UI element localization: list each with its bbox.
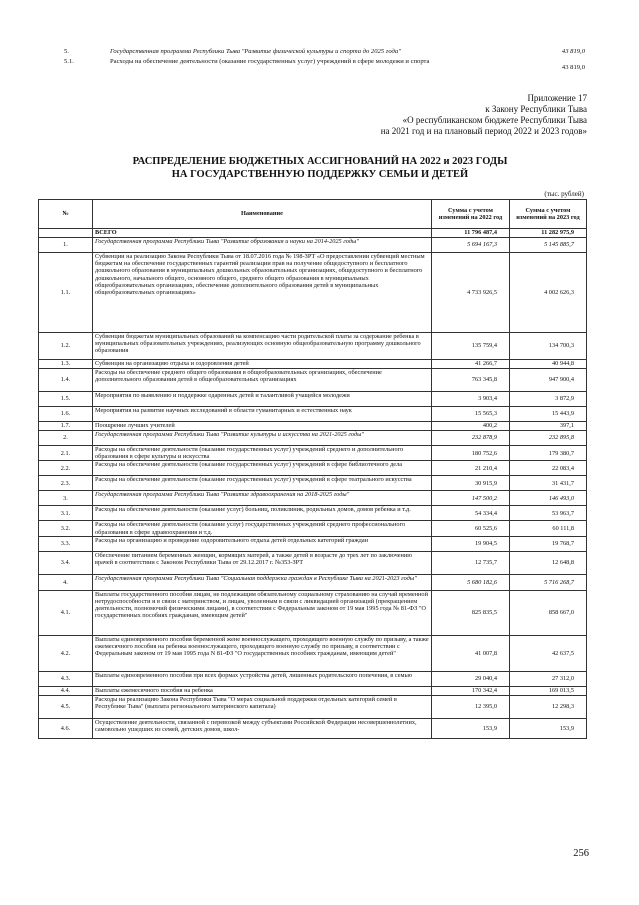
row-number: 1.4. [39, 369, 93, 392]
value-2022: 41 266,7 [432, 360, 510, 369]
page-number: 256 [573, 848, 589, 859]
table-row [39, 590, 587, 635]
row-name: Осуществление деятельности, связанной с перевозкой между субъектами Российской Федерации несовершеннолетних, самовольно ушедших из семей, детских домов, школ- [93, 718, 432, 738]
table-row [39, 521, 587, 536]
row-number: 1.6. [39, 407, 93, 422]
row-number: 4.2. [39, 635, 93, 671]
value-2023: 15 443,9 [510, 407, 587, 422]
value-2023: 53 963,7 [510, 506, 587, 521]
value-2023: 5 716 268,7 [510, 574, 587, 590]
value-2022: 15 565,3 [432, 407, 510, 422]
table-row [39, 574, 587, 590]
value-2022: 54 334,4 [432, 506, 510, 521]
table-row [39, 461, 587, 476]
row-name: Расходы на обеспечение деятельности (оказание услуг) государственных учреждений среднего профессионального образования в сфере здравоохранения и т.д. [93, 521, 432, 536]
value-2022: 3 903,4 [432, 392, 510, 407]
row-number: 4.6. [39, 718, 93, 738]
row-name: Государственная программа Республики Тыва "Социальная поддержка граждан в Республике Тыва на 2021-2023 годы" [93, 574, 432, 590]
row-number: 1. [39, 238, 93, 253]
value-2023: 19 768,7 [510, 536, 587, 551]
value-2023: 27 312,0 [510, 671, 587, 686]
value-2022: 41 007,8 [432, 635, 510, 671]
row-name: Выплаты ежемесячного пособия на ребенка [93, 686, 432, 695]
table-row [39, 671, 587, 686]
table-row [39, 407, 587, 422]
budget-table [38, 199, 587, 739]
row-name: Мероприятия на развитие научных исследований в области гуманитарных и естественных наук [93, 407, 432, 422]
row-name: Поощрение лучших учителей [93, 422, 432, 431]
value-2023: 858 667,0 [510, 590, 587, 635]
table-row [39, 536, 587, 551]
table-row [39, 369, 587, 392]
table-row [39, 422, 587, 431]
table-row [39, 506, 587, 521]
value-2023: 12 298,3 [510, 695, 587, 718]
value-2023: 179 380,7 [510, 446, 587, 461]
row-number: 3.3. [39, 536, 93, 551]
appendix-line: к Закону Республики Тыва [485, 104, 587, 114]
value-2023: 169 013,5 [510, 686, 587, 695]
row-name: Обеспечение питанием беременных женщин, кормящих матерей, а также детей в возрасте до трех лет по заключению врачей в соответствии с Законом Республики Тыва от 29.12.2017 г. №353-ЗРТ [93, 551, 432, 574]
value-2022: 135 759,4 [432, 333, 510, 360]
row-name: Субвенции бюджетам муниципальных образований на компенсацию части родительской платы за содержание ребенка в муниципальных образовательных учреждениях, реализующих основную общеобразовательную программу дошкольного образования [93, 333, 432, 360]
value-2023: 12 648,8 [510, 551, 587, 574]
row-name: Расходы на реализацию Закона Республики Тыва "О мерах социальной поддержки отдельных категорий семей в Республике Тыва" (выплата регионального материнского капитала) [93, 695, 432, 718]
value-2022: 825 835,5 [432, 590, 510, 635]
row-name: ВСЕГО [93, 229, 432, 238]
row-number: 3.1. [39, 506, 93, 521]
title-line: НА ГОСУДАРСТВЕННУЮ ПОДДЕРЖКУ СЕМЬИ И ДЕТЕЙ [171, 169, 469, 180]
value-2022: 153,9 [432, 718, 510, 738]
table-row [39, 476, 587, 491]
value-2023: 31 431,7 [510, 476, 587, 491]
row-name: Выплаты единовременного пособия беременной жене военнослужащего, проходящего военную службу по призыву, а также ежемесячного пособия на ребенка военнослужащего, проходящего военную службу по призыву, в соответствии с Федеральным законом от 19 мая 1995 года N 81-ФЗ "О государственных пособиях гражданам, имеющим детей" [93, 635, 432, 671]
value-2023: 22 083,4 [510, 461, 587, 476]
table-row [39, 491, 587, 506]
row-name: Расходы на обеспечение деятельности (оказание услуг) больниц, поликлиник, родильных домов, домов ребенка и т.д. [93, 506, 432, 521]
row-name: Расходы на обеспечение деятельности (оказание государственных услуг) учреждений в сфере библиотечного дела [93, 461, 432, 476]
table-row [39, 695, 587, 718]
row-number: 1.5. [39, 392, 93, 407]
header-number: № [39, 200, 93, 229]
previous-page-continuation [30, 48, 590, 78]
table-row [39, 360, 587, 369]
row-number: 2. [39, 431, 93, 446]
value-2022: 5 680 182,6 [432, 574, 510, 590]
value-2022: 147 500,2 [432, 491, 510, 506]
value-2022: 30 915,9 [432, 476, 510, 491]
row-name: Расходы на обеспечение деятельности (оказание государственных услуг) учреждений в сфере театрального искусства [93, 476, 432, 491]
value-2022: 21 210,4 [432, 461, 510, 476]
row-number: 1.2. [39, 333, 93, 360]
row-value: 43 819,0 [561, 48, 585, 55]
row-name: Государственная программа Республики Тыва "Развитие физической культуры и спорта до 2025 года" [110, 48, 401, 55]
row-number: 1.1. [39, 253, 93, 333]
row-name: Выплаты единовременного пособия при всех формах устройства детей, лишенных родительского попечения, в семью [93, 671, 432, 686]
table-row [39, 635, 587, 671]
row-name: Расходы на организацию и проведение оздоровительного отдыха детей отдельных категорий граждан [93, 536, 432, 551]
row-number: 1.7. [39, 422, 93, 431]
value-2023: 60 111,8 [510, 521, 587, 536]
table-row [39, 686, 587, 695]
value-2023: 3 872,9 [510, 392, 587, 407]
value-2022: 763 345,8 [432, 369, 510, 392]
table-row [39, 333, 587, 360]
value-2023: 232 895,8 [510, 431, 587, 446]
value-2022: 400,2 [432, 422, 510, 431]
value-2023: 134 700,3 [510, 333, 587, 360]
appendix-line: «О республиканском бюджете Республики Тыва [402, 115, 587, 125]
row-number: 5.1. [64, 58, 74, 65]
value-2022: 11 796 487,4 [432, 229, 510, 238]
row-name: Расходы на обеспечение деятельности (оказание государственных услуг) учреждений в сфере молодежи и спорта [110, 58, 430, 65]
row-number: 4.4. [39, 686, 93, 695]
row-name: Расходы на обеспечение деятельности (оказание государственных услуг) учреждений среднего и дополнительного образования в сфере культуры и искусства [93, 446, 432, 461]
row-name: Государственная программа Республики Тыва "Развитие образования и науки на 2014-2025 годы" [93, 238, 432, 253]
row-name: Субвенции на реализацию Закона Республики Тыва от 18.07.2016 года № 198-ЗРТ «О предоставлении субвенций местным бюджетам на обеспечение государственных гарантий реализации прав на получение общедоступного и бесплатного дошкольного образования в муниципальных дошкольных образовательных организациях, общедоступного и бесплатного дошкольного, начального общего, основного общего, среднего общего образования в муниципальных общеобразовательных организациях, обеспечение дополнительного образования детей в муниципальных общеобразовательных организациях» [93, 253, 432, 333]
value-2023: 146 493,0 [510, 491, 587, 506]
header-2023: Сумма с учетом изменений на 2023 год [510, 200, 587, 229]
appendix-line: Приложение 17 [527, 93, 587, 103]
table-row [39, 718, 587, 738]
value-2022: 232 878,9 [432, 431, 510, 446]
title-line: РАСПРЕДЕЛЕНИЕ БЮДЖЕТНЫХ АССИГНОВАНИЙ НА 2022 и 2023 ГОДЫ [132, 156, 508, 167]
table-body [39, 229, 587, 739]
row-name: Государственная программа Республики Тыва "Развитие культуры и искусства на 2021-2025 годы" [93, 431, 432, 446]
value-2023: 153,9 [510, 718, 587, 738]
row-value: 43 819,0 [561, 64, 585, 71]
value-2023: 947 900,4 [510, 369, 587, 392]
row-name: Субвенция на организацию отдыха и оздоровления детей [93, 360, 432, 369]
table-header-row [39, 200, 587, 229]
value-2023: 40 944,8 [510, 360, 587, 369]
value-2022: 12 395,0 [432, 695, 510, 718]
row-number: 2.1. [39, 446, 93, 461]
value-2022: 180 752,6 [432, 446, 510, 461]
header-name: Наименование [93, 200, 432, 229]
table-row [39, 446, 587, 461]
value-2022: 19 904,5 [432, 536, 510, 551]
value-2023: 397,1 [510, 422, 587, 431]
row-name: Расходы на обеспечение среднего общего образования в общеобразовательных организациях, обеспечение дополнительного образования детей в общеобразовательных организациях [93, 369, 432, 392]
value-2023: 4 002 626,3 [510, 253, 587, 333]
value-2022: 12 735,7 [432, 551, 510, 574]
row-number: 1.3. [39, 360, 93, 369]
row-number: 4.1. [39, 590, 93, 635]
value-2022: 29 040,4 [432, 671, 510, 686]
table-row [39, 253, 587, 333]
table-row [39, 238, 587, 253]
units-note: (тыс. рублей) [544, 190, 584, 198]
table-row [39, 551, 587, 574]
prev-row-program [30, 48, 590, 58]
document-title [60, 155, 580, 181]
row-number: 4.5. [39, 695, 93, 718]
row-number: 3. [39, 491, 93, 506]
value-2023: 11 282 975,9 [510, 229, 587, 238]
row-name: Государственная программа Республики Тыва "Развитие здравоохранения на 2018-2025 годы" [93, 491, 432, 506]
row-number: 4.3. [39, 671, 93, 686]
value-2022: 5 694 167,3 [432, 238, 510, 253]
row-number [39, 229, 93, 238]
row-number: 3.4. [39, 551, 93, 574]
row-number: 2.2. [39, 461, 93, 476]
row-name: Выплаты государственного пособия лицам, не подлежащим обязательному социальному страхованию на случай временной нетрудоспособности и в связи с материнством, и лицам, уволенным в связи с ликвидацией организаций (прекращением деятельности, полномочий физическими лицами), в соответствии с Федеральным законом от 19 мая 1995 года № 81-ФЗ "О государственных пособиях гражданам, имеющим детей" [93, 590, 432, 635]
value-2023: 42 637,5 [510, 635, 587, 671]
appendix-line: на 2021 год и на плановый период 2022 и 2023 годов» [380, 126, 587, 136]
appendix-reference [381, 93, 587, 137]
table-row [39, 392, 587, 407]
table-row [39, 431, 587, 446]
row-name: Мероприятия по выявлению и поддержке одаренных детей и талантливой учащейся молодежи [93, 392, 432, 407]
value-2023: 5 145 885,7 [510, 238, 587, 253]
value-2022: 4 733 926,5 [432, 253, 510, 333]
row-number: 3.2. [39, 521, 93, 536]
header-2022: Сумма с учетом изменений на 2022 год [432, 200, 510, 229]
value-2022: 60 525,6 [432, 521, 510, 536]
prev-row-item [30, 58, 590, 78]
value-2022: 170 342,4 [432, 686, 510, 695]
row-number: 4. [39, 574, 93, 590]
table-row [39, 229, 587, 238]
row-number: 2.3. [39, 476, 93, 491]
row-number: 5. [64, 48, 69, 55]
